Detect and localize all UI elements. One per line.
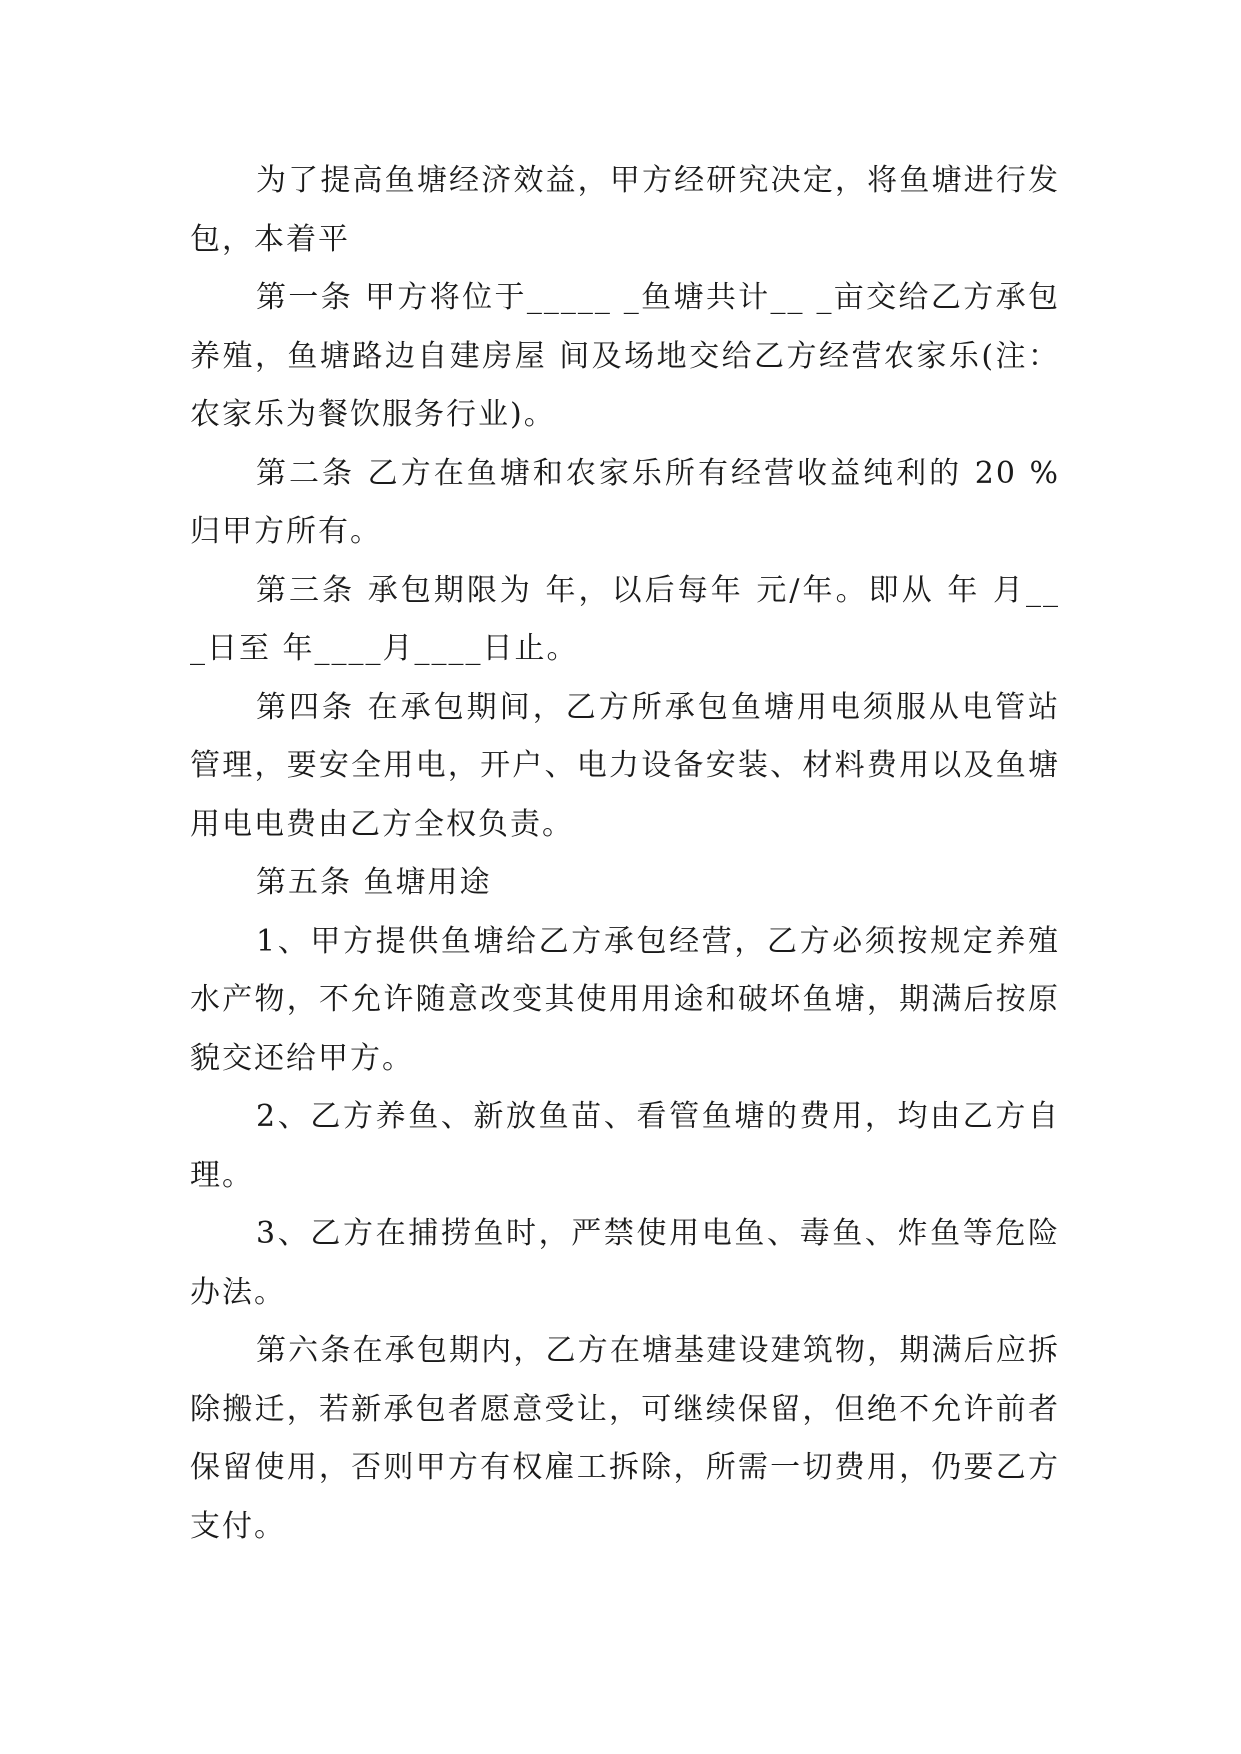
paragraph-article-5-item-2: 2、乙方养鱼、新放鱼苗、看管鱼塘的费用，均由乙方自理。 [190, 1099, 1060, 1193]
document-body [190, 152, 1072, 1556]
paragraph-article-5-item-3: 3、乙方在捕捞鱼时，严禁使用电鱼、毒鱼、炸鱼等危险办法。 [190, 1216, 1060, 1310]
paragraph-article-6: 第六条在承包期内，乙方在塘基建设建筑物，期满后应拆除搬迁，若新承包者愿意受让，可继续保留，但绝不允许前者保留使用，否则甲方有权雇工拆除，所需一切费用，仍要乙方支付。 [190, 1333, 1060, 1544]
paragraph-article-1: 第一条 甲方将位于_____ _鱼塘共计__ _亩交给乙方承包养殖，鱼塘路边自建房屋 间及场地交给乙方经营农家乐(注：农家乐为餐饮服务行业)。 [190, 280, 1060, 432]
paragraph-article-5-heading: 第五条 鱼塘用途 [256, 865, 492, 900]
paragraph-article-5-item-1: 1、甲方提供鱼塘给乙方承包经营，乙方必须按规定养殖水产物，不允许随意改变其使用用途和破坏鱼塘，期满后按原貌交还给甲方。 [190, 923, 1060, 1076]
paragraph-article-3: 第三条 承包期限为 年，以后每年 元/年。即从 年 月__ _日至 年____月____日止。 [190, 572, 1072, 666]
paragraph-intro: 为了提高鱼塘经济效益，甲方经研究决定，将鱼塘进行发包，本着平 [190, 163, 1060, 257]
paragraph-article-2: 第二条 乙方在鱼塘和农家乐所有经营收益纯利的 20 %归甲方所有。 [190, 455, 1060, 549]
paragraph-article-4: 第四条 在承包期间，乙方所承包鱼塘用电须服从电管站管理，要安全用电，开户、电力设备安装、材料费用以及鱼塘用电电费由乙方全权负责。 [190, 689, 1060, 842]
